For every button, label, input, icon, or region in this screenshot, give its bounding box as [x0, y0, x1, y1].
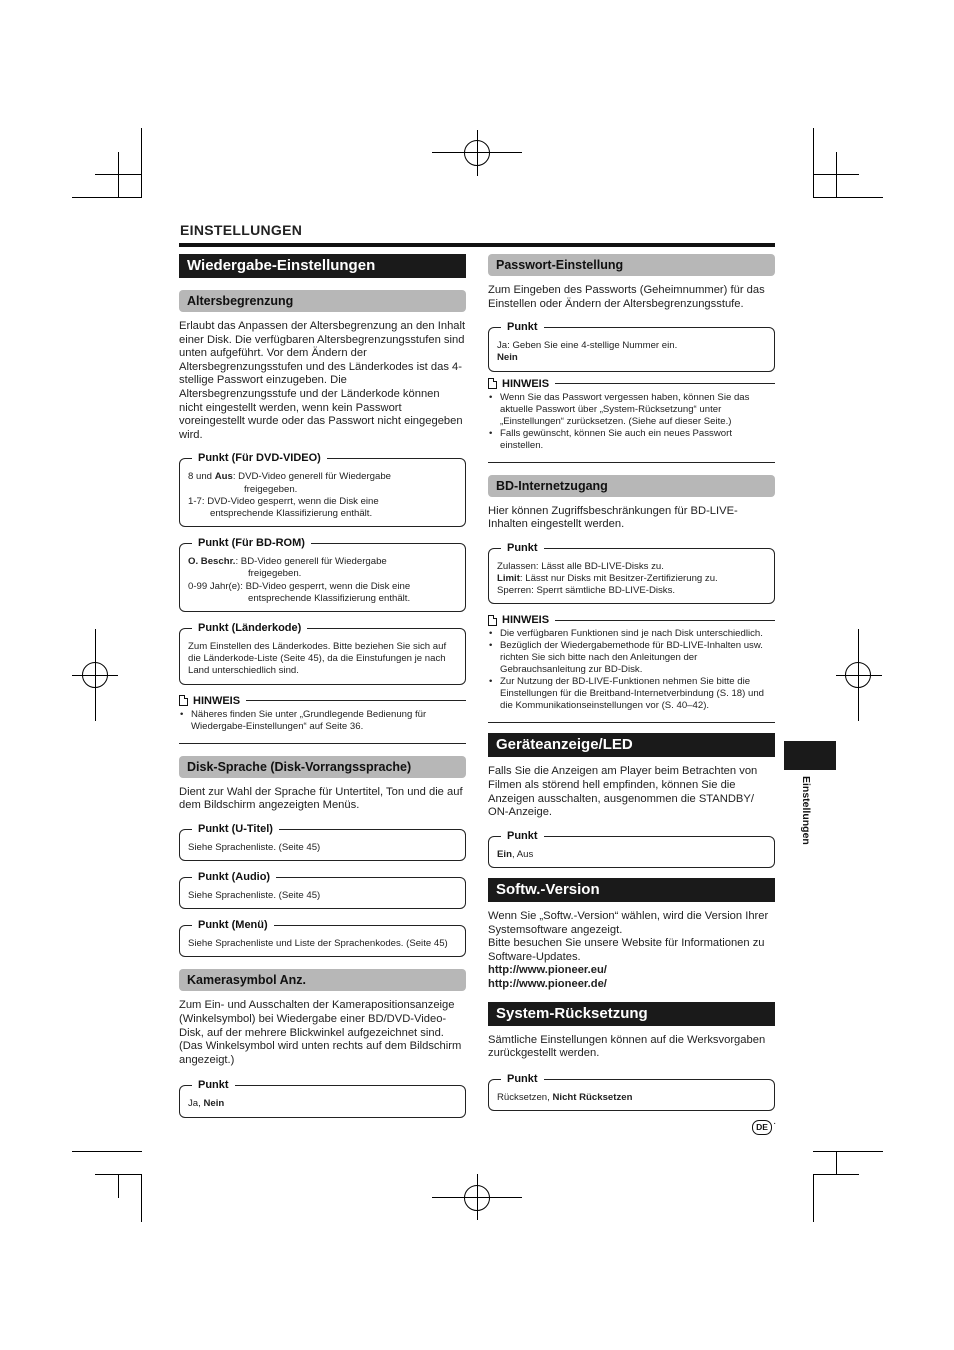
punkt-title: Punkt (Für DVD-VIDEO): [192, 451, 327, 465]
note-icon: [179, 695, 188, 706]
hinweis-item: • Zur Nutzung der BD-LIVE-Funktionen nehmen Sie bitte die Einstellungen für die Breitband-Internetverbindung (S. 18) und die Kommunikationseinstellungen vor (S. 40–42).: [500, 676, 775, 712]
section-title-wiedergabe: Wiedergabe-Einstellungen: [179, 254, 466, 278]
left-column: [179, 254, 466, 1118]
hinweis-item: • Näheres finden Sie unter „Grundlegende Bedienung für Wiedergabe-Einstellungen“ auf Seite 36.: [191, 709, 466, 733]
punkt-text: Siehe Sprachenliste. (Seite 45): [188, 841, 321, 853]
punkt-title: Punkt: [501, 320, 544, 334]
punkt-text: Siehe Sprachenliste. (Seite 45): [188, 889, 321, 901]
punkt-box-laenderkode: [179, 621, 466, 685]
hinweis-label: HINWEIS: [502, 377, 550, 390]
punkt-title: Punkt (Audio): [192, 870, 276, 884]
punkt-line-cont: entsprechende Klassifizierung enthält.: [248, 592, 411, 604]
page-marker: ·: [773, 1118, 777, 1129]
punkt-box-audio: [179, 870, 466, 909]
note-icon: [488, 378, 497, 389]
section-title-led: Geräteanzeige/LED: [488, 733, 775, 757]
punkt-title: Punkt (Menü): [192, 918, 274, 932]
softw-text: Wenn Sie „Softw.-Version“ wählen, wird die Version Ihrer Systemsoftware angezeigt. Bitte besuchen Sie unsere Website für Informationen zu Software-Updates.: [488, 909, 769, 963]
punkt-box-bd: [179, 537, 466, 612]
punkt-box-kamera: [179, 1079, 466, 1117]
hinweis-item: • Die verfügbaren Funktionen sind je nach Disk unterschiedlich.: [500, 628, 775, 640]
link-pioneer-eu[interactable]: http://www.pioneer.eu/: [488, 964, 607, 977]
punkt-box-bd-internet: [488, 541, 775, 605]
punkt-text: Siehe Sprachenliste und Liste der Sprachenkodes. (Seite 45): [188, 938, 448, 950]
punkt-line: Nein: [497, 352, 518, 364]
punkt-box-dvd: [179, 452, 466, 527]
hinweis-item: • Bezüglich der Wiedergabemethode für BD-LIVE-Inhalten usw. richten Sie sich bitte nach den Anleitungen der Gebrauchsanleitung zur BD-Disk.: [500, 640, 775, 676]
right-column: [488, 254, 775, 1111]
punkt-line: Ja: Geben Sie eine 4-stellige Nummer ein.: [497, 340, 678, 352]
hinweis-item: • Wenn Sie das Passwort vergessen haben, können Sie das aktuelle Passwort über „System-Rücksetzung“ unter „Einstellungen“ zurücksetzen. (Siehe auf dieser Seite.): [500, 392, 775, 428]
punkt-title: Punkt (Länderkode): [192, 621, 307, 635]
section-title-softw: Softw.-Version: [488, 878, 775, 902]
punkt-text: Rücksetzen, Nicht Rücksetzen: [497, 1091, 633, 1103]
subsection-bd-internetzugang: BD-Internetzugang: [488, 475, 775, 497]
subsection-altersbegrenzung: Altersbegrenzung: [179, 290, 466, 312]
punkt-title: Punkt: [192, 1078, 235, 1092]
subsection-disk-sprache: Disk-Sprache (Disk-Vorrangssprache): [179, 756, 466, 778]
page-header: EINSTELLUNGEN: [180, 222, 303, 238]
punkt-box-reset: [488, 1072, 775, 1111]
hinweis-label: HINWEIS: [502, 614, 550, 627]
punkt-line: 0-99 Jahr(e): BD-Video gesperrt, wenn die Disk eine: [188, 580, 411, 592]
punkt-box-passwort: [488, 321, 775, 371]
side-tab: [784, 741, 836, 770]
punkt-line-cont: freigegeben.: [244, 483, 298, 495]
hinweis-passwort: [488, 378, 775, 463]
language-badge: DE: [752, 1120, 772, 1135]
punkt-box-utitel: [179, 822, 466, 861]
subsection-kamerasymbol: Kamerasymbol Anz.: [179, 969, 466, 991]
hinweis-header: [488, 378, 775, 390]
hinweis-label: HINWEIS: [193, 694, 241, 707]
hinweis-bd: [488, 614, 775, 723]
punkt-title: Punkt: [501, 541, 544, 555]
punkt-box-menu: [179, 919, 466, 957]
hinweis-header: [488, 614, 775, 626]
altersbegrenzung-text: Erlaubt das Anpassen der Altersbegrenzung an den Inhalt einer Disk. Die verfügbaren Altersbegrenzungsstufen sind unten aufgeführt. Vor dem Ändern der Altersbegrenzungsstufen und des Länderkodes ist das 4-stellige Passwort einzugeben. Die Altersbegrenzungsstufe und der Länderkode können nicht eingestellt werden, wenn kein Passwort voreingestellt wurde oder das Passwort nicht eingegeben wird.: [179, 320, 466, 441]
reset-text: Sämtliche Einstellungen können auf die Werksvorgaben zurückgestellt werden.: [488, 1033, 766, 1060]
hinweis-alters: [179, 695, 466, 744]
hinweis-item: • Falls gewünscht, können Sie auch ein neues Passwort einstellen.: [500, 428, 775, 452]
punkt-line-cont: freigegeben.: [248, 568, 302, 580]
punkt-box-led: [488, 829, 775, 868]
header-rule: [179, 243, 775, 247]
punkt-line: 1-7: DVD-Video gesperrt, wenn die Disk eine: [188, 495, 379, 507]
kamerasymbol-text: Zum Ein- und Ausschalten der Kamerapositionsanzeige (Winkelsymbol) bei Wiedergabe einer BD/DVD-Video-Disk, auf der mehrere Blickwinkel aufgezeichnet sind. (Das Winkelsymbol wird unten rechts auf dem Bildschirm angezeigt.): [179, 999, 462, 1066]
led-text: Falls Sie die Anzeigen am Player beim Betrachten von Filmen als störend hell empfinden, können Sie die Anzeigen ausschalten, ausgenommen die STANDBY/ ON-Anzeige.: [488, 765, 758, 819]
punkt-line: 8 und Aus: DVD-Video generell für Wiedergabe: [188, 471, 392, 483]
punkt-title: Punkt (U-Titel): [192, 822, 279, 836]
bd-internetzugang-text: Hier können Zugriffsbeschränkungen für BD-LIVE-Inhalten eingestellt werden.: [488, 504, 738, 531]
punkt-text: Zum Einstellen des Länderkodes. Bitte beziehen Sie sich auf die Länderkode-Liste (Seite 45), da die Einstufungen je nach Land unterschiedlich sind.: [188, 640, 447, 677]
punkt-text: Ja, Nein: [188, 1098, 225, 1110]
disk-sprache-text: Dient zur Wahl der Sprache für Untertitel, Ton und die auf dem Bildschirm angezeigten Menüs.: [179, 785, 463, 812]
section-title-reset: System-Rücksetzung: [488, 1002, 775, 1026]
punkt-line: Limit: Lässt nur Disks mit Besitzer-Zertifizierung zu.: [497, 572, 718, 584]
punkt-title: Punkt: [501, 829, 544, 843]
punkt-line-cont: entsprechende Klassifizierung enthält.: [210, 507, 373, 519]
note-icon: [488, 615, 497, 626]
side-tab-label: Einstellungen: [800, 776, 812, 845]
punkt-title: Punkt: [501, 1072, 544, 1086]
link-pioneer-de[interactable]: http://www.pioneer.de/: [488, 977, 607, 990]
hinweis-header: [179, 695, 466, 707]
punkt-line: Sperren: Sperrt sämtliche BD-LIVE-Disks.: [497, 585, 676, 597]
passwort-text: Zum Eingeben des Passworts (Geheimnummer) für das Einstellen oder Ändern der Altersbegrenzungsstufe.: [488, 284, 765, 310]
subsection-passwort: Passwort-Einstellung: [488, 254, 775, 276]
punkt-title: Punkt (Für BD-ROM): [192, 536, 311, 550]
punkt-line: Zulassen: Lässt alle BD-LIVE-Disks zu.: [497, 560, 664, 572]
punkt-text: Ein, Aus: [497, 848, 534, 860]
punkt-line: O. Beschr.: BD-Video generell für Wiedergabe: [188, 556, 387, 568]
